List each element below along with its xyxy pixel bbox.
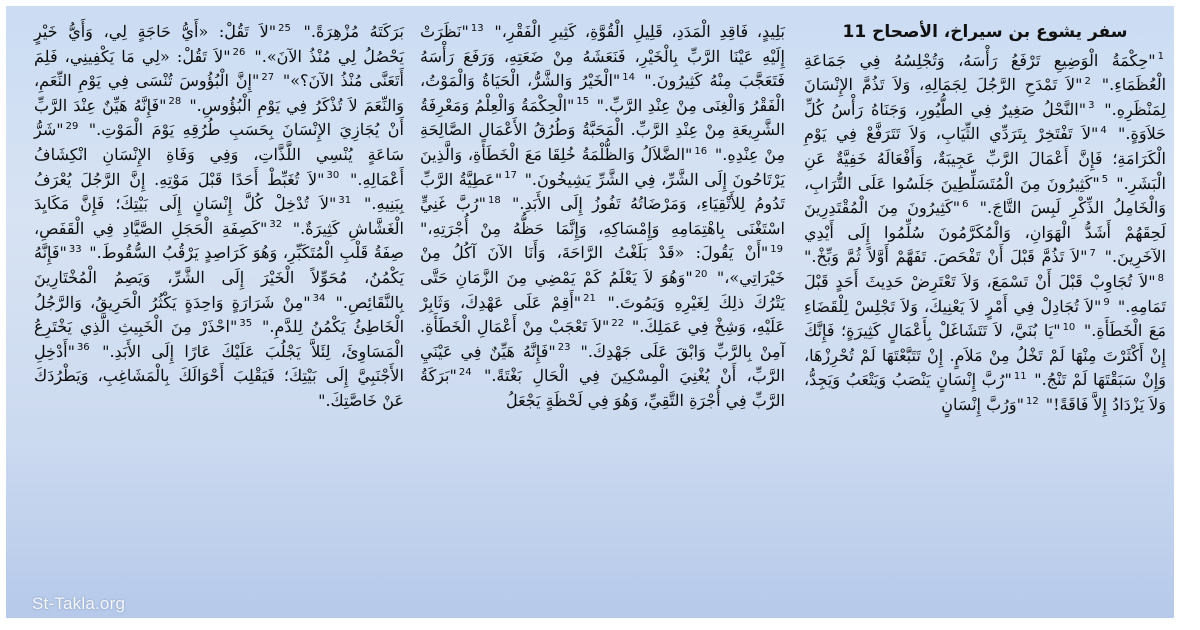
verse [804,247,1098,266]
verse-text: "الْحِكْمَةُ وَالْعِلْمُ وَمَعْرِفَةُ الشَّرِيعَةِ مِنْ عِنْدِ الرَّبِّ. الْمَحَبَّةُ وَطُرُقُ الأَعْمَالِ الصَّالِحَةِ مِنْ عِنْدِهِ." [420,95,786,164]
verse-number: 20 [694,268,708,280]
verse-number: 6 [962,198,969,210]
verse-text: "مِنْ شَرَارَةٍ وَاحِدَةٍ يَكْثُرُ الْحَرِيقُ، وَالرَّجُلُ الْخَاطِئُ يَكْمُنُ لِلدَّمِ." [34,292,405,337]
verse-text: "رُبَّ غَنِيٍّ اسْتَغْنَى بِاهْتِمَامِهِ وَإِمْسَاكِهِ، وَإِنَّمَا حَظُّهُ مِنْ أُجْرَتِهِ،" [420,194,785,238]
verse-number: 10 [1062,321,1076,333]
verse-text: "لاَ تَقُلْ: «أَيُّ حَاجَةٍ لِي، وَأَيُّ خَيْرٍ يَحْصُلُ لِي مُنْذُ الآنَ»." [34,22,405,66]
verse-number: 29 [65,121,79,133]
verse-number: 18 [487,194,501,206]
verse-number: 8 [1157,272,1164,284]
verse-text: "وَرُبَّ إِنْسَانٍ [941,394,1024,414]
verse-text: "لاَ تُجَادِلْ فِي أَمْرٍ لاَ يَعْنِيكَ، وَلاَ تَجْلِسْ لِلْقَضَاءِ مَعَ الْخَطَأَةِ." [804,296,1167,341]
verse-text: "الضَّلاَلُ وَالظُّلْمَةُ خُلِقَا مَعَ الْخَطَأَةِ، وَالَّذِينَ يَرْتَاحُونَ إِلَى الشَّرِّ، فِي الشَّرِّ يَشِيخُونَ." [420,144,785,189]
verse-text: "عَطِيَّةُ الرَّبِّ تَدُومُ لِلأَتْقِيَاءِ، وَمَرْضَاتُهُ تَفُوزُ إِلَى الأَبَدِ." [420,169,786,214]
verse-number: 17 [504,170,517,182]
verse-text: "كَثِيرُونَ مِنَ الْمُقْتَدِرِينَ لَحِقَهُمْ أَشَدُّ الْهَوَانِ، وَالْمُكَرَّمُونَ سُلِّمُوا إِلَى أَيْدِي الآخَرِينَ." [804,198,1166,267]
verse-text: "أَقِمْ عَلَى عَهْدِكَ، وَثَابِرْ عَلَيْهِ، وَشِخْ فِي عَمَلِكَ." [420,292,785,337]
verse-number: 3 [1088,100,1095,112]
verse-number: 11 [1013,370,1027,382]
column-left [34,20,404,608]
verse-text: "لاَ تَمْدَحِ الرَّجُلَ لِجَمَالِهِ، وَلاَ تَذُمَّ الإِنْسَانَ لِمَنْظَرِهِ." [804,75,1166,119]
verse-number: 31 [338,194,352,206]
verse [941,395,1041,414]
verse-text: "النَّحْلُ صَغِيرٌ فِي الطُّيُورِ، وَجَنَاهُ رَأْسُ كُلِّ حَلاَوَةٍ." [804,99,1167,144]
verse-text: "لاَ تُغَبِّطْ أَحَدًا قَبْلَ مَوْتِهِ. إِنَّ الرَّجُلَ يُعْرَفُ بِبَنِيهِ." [34,169,405,214]
verse-number: 21 [583,293,596,305]
verse-text: "حِكْمَةُ الْوَضِيعِ تَرْفَعُ رَأْسَهُ، وَتُجْلِسُهُ فِي جَمَاعَةِ الْعُظَمَاءِ." [804,50,1167,95]
verse-number: 27 [261,71,275,83]
chapter-title: سفر يشوع بن سيراخ، الأصحاح 11 [842,22,1128,42]
verse-text: "لاَ تَقُلْ: «لِي مَا يَكْفِينِي، فَلِمَ أَتَعَنَّى مُنْذُ الآنَ؟»" [34,46,404,91]
verse-text: "فَإِنَّهُ هَيِّنٌ فِي عَيْنَيِ الرَّبِّ، أَنْ يُغْنِيَ الْمِسْكِينَ فِي الْحَالِ بَغْتَةً." [420,341,786,386]
verse-number: 23 [557,342,571,354]
verse-number: 5 [1101,174,1109,186]
verse-number: 24 [458,366,472,378]
verse-text: "الْخَيْرُ وَالشَّرُّ، الْحَيَاةُ وَالْمَوْتُ، الْفَقْرُ وَالْغِنَى مِنْ عِنْدِ الرَّبِّ." [420,71,786,115]
verse-number: 36 [76,342,90,354]
verse-text: "إِنَّ الْبُؤُوسَ تُنْسَى فِي يَوْمِ النِّعَمِ، وَالنِّعَمَ لاَ تُذْكَرُ فِي يَوْمِ الْبُؤُوسِ." [34,71,404,115]
verse-text: "فَإِنَّهُ هَيِّنٌ عِنْدَ الرَّبِّ أَنْ يُجَازِيَ الإِنْسَانَ بِحَسَبِ طُرُقِهِ يَوْمَ الْمَوْتِ." [34,95,404,140]
verse-text: "بَرَكَةُ الرَّبِّ فِي أُجْرَةِ التَّقِيِّ، وَهُوَ فِي لَحْظَةٍ يَجْعَلُ [420,366,785,410]
verse-text: "لاَ تَذُمَّ قَبْلَ أَنْ تَفْحَصَ. تَفَهَّمْ أَوَّلاً ثُمَّ وَبِّخْ." [804,247,1088,267]
verse-number: 33 [68,244,82,256]
verse-number: 26 [232,47,246,59]
verse-number: 13 [470,22,484,34]
verse-number: 19 [770,244,783,256]
verse-text: "لاَ تُدْخِلْ كُلَّ إِنْسَانٍ إِلَى بَيْتِكَ؛ فَإِنَّ مَكَايِدَ الْغَشَّاشِ كَثِيرَةٌ." [34,194,404,238]
verse-text: "أَنْ يَقُولَ: «قَدْ بَلَغْتُ الرَّاحَةَ، وَأَنَا الآنَ آكُلُ مِنْ خَيْرَاتِي»،" [420,243,785,287]
verse-text: "وَهُوَ لاَ يَعْلَمُ كَمْ يَمْضِي مِنَ الزَّمَانِ حَتَّى يَتْرُكَ ذلِكَ لِغَيْرِهِ وَيَمُوتَ." [420,267,785,312]
verse-number: 1 [1157,51,1164,63]
verse-number: 28 [168,96,182,108]
verse-text: "لاَ تَفْتَخِرْ بِتَرَدِّي الثِّيَابِ، وَلاَ تَتَرَفَّعْ فِي يَوْمِ الْكَرَامَةِ؛ فَإِنَّ أَعْمَالَ الرَّبِّ عَجِيبَةٌ، وَأَفْعَالَهُ خَفِيَّةٌ عَنِ الْبَشَرِ." [804,124,1166,193]
verse-text: "نَظَرَتْ إِلَيْهِ عَيْنَا الرَّبِّ بِالْخَيْرِ، فَنَعَشَهُ مِنْ ضَعَتِهِ، وَرَفَعَ رَأْسَهُ فَتَعَجَّبَ مِنْهُ كَثِيرُونَ." [420,22,786,91]
verse-text: بَرَكَتَهُ مُزْهِرَةً." [303,22,404,41]
verse-text: "لاَ تُجَاوِبْ قَبْلَ أَنْ تَسْمَعَ، وَلاَ تَعْتَرِضْ حَدِيثَ أَحَدٍ قَبْلَ تَمَامِهِ." [804,271,1166,316]
verse [304,22,404,41]
verse-number: 16 [694,145,708,157]
verse [494,22,785,41]
verse-text: بَلِيدٍ، فَاقِدِ الْمَدَدِ، قَلِيلِ الْقُوَّةِ، كَثِيرِ الْفَقْرِ،" [494,22,786,41]
verse-text: "يَا بُنَيَّ، لاَ تَتَشَاغَلْ بِأَعْمَالٍ كَثِيرَةٍ؛ فَإِنَّكَ إِنْ أَكْثَرْتَ مِنْهَا لَمْ تَخْلُ مِنْ مَلاَمٍ. إِنْ تَتَبَّعْتَهَا لَمْ تُحْرِزْهَا، وَإِنْ سَبَقْتَهَا لَمْ تَنْجُ." [804,321,1166,390]
verse-number: 14 [622,71,635,83]
verse-number: 12 [1025,395,1039,407]
verse-number: 25 [278,22,291,34]
verse-text: "لاَ تَعْجَبْ مِنْ أَعْمَالِ الْخَطَأَةِ. آمِنْ بِالرَّبِّ وَابْقَ عَلَى جَهْدِكَ." [420,317,786,361]
verse-number: 7 [1089,248,1096,260]
verse-text: "فَإِنَّهُ يَكْمُنُ، مُحَوِّلاً الْخَيْرَ إِلَى الشَّرِّ، وَيَصِمُ الْمُخْتَارِينَ بِالنَّقَائِصِ." [34,243,404,312]
verse-number: 4 [1100,125,1107,137]
column-middle [420,20,785,608]
verse-text: "شَرُّ سَاعَةٍ يُنْسِي اللَّذَّاتِ، وَفِي وَفَاةِ الإِنْسَانِ انْكِشَافُ أَعْمَالِهِ." [34,120,405,189]
verse-number: 15 [576,96,590,108]
verse-text: "كَصِفَةِ الْحَجَلِ الصَّيَّادِ فِي الْقَفَصِ، صِفَةُ قَلْبِ الْمُتَكَبِّرِ، وَهُوَ كَرَاصِدٍ يَرْقُبُ السُّقُوطَ." [34,218,404,263]
verse-text: "احْذَرْ مِنَ الْخَبِيثِ الَّذِي يَخْتَرِعُ الْمَسَاوِئَ، لِئَلاَّ يَجْلُبَ عَلَيْكَ عَارًا إِلَى الأَبَدِ." [34,317,404,361]
column-right [804,20,1166,608]
verse-number: 9 [1103,297,1110,309]
verse-number: 2 [1084,75,1091,87]
verse-text: "رُبَّ إِنْسَانٍ يَنْصَبُ وَيَتْعَبُ وَيَجِدُّ، وَلاَ يَزْدَادُ إِلاَّ فَاقَةً!" [804,370,1166,414]
watermark: St-Takla.org [32,594,126,613]
verse-number: 34 [312,293,326,305]
verse-text: "أَدْخِلِ الأَجْنَبِيَّ إِلَى بَيْتِكَ؛ فَيَقْلِبَ أَحْوَالَكَ بِالْمَشَاغِبِ، وَيَطْرُدَكَ عَنْ خَاصَّتِكَ." [34,341,404,410]
verse-text: "كَثِيرُونَ مِنَ الْمُتَسَلِّطِينَ جَلَسُوا عَلَى التُّرَابِ، وَالْخَامِلُ الذِّكْرِ لَبِسَ التَّاجَ." [804,173,1167,218]
verse-number: 32 [269,219,283,231]
verse-number: 35 [239,317,253,329]
page-background [6,6,1174,618]
verse-number: 30 [326,170,340,182]
verse-number: 22 [611,317,625,329]
